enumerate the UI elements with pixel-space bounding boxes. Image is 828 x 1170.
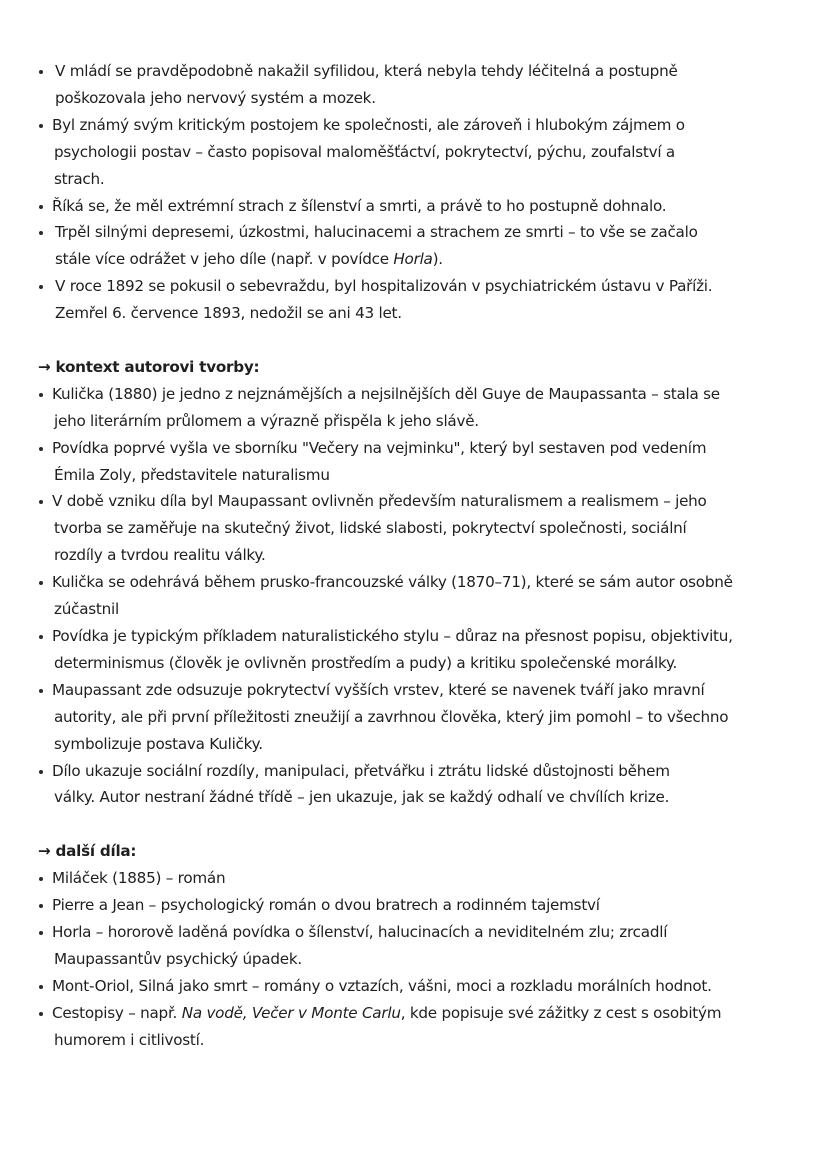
spacer	[38, 811, 798, 838]
item-line: Kulička (1880) je jedno z nejznámějších a nejsilnějších děl Guye de Maupassanta – stala se	[52, 384, 720, 403]
list-item	[38, 758, 798, 812]
text-run: , kde popisuje své zážitky z cest s osobitým	[400, 1003, 722, 1022]
item-line: Miláček (1885) – román	[52, 869, 226, 888]
item-line: rozdíly a tvrdou realitu války.	[54, 546, 266, 565]
item-line: války. Autor nestraní žádné třídě – jen ukazuje, jak se každý odhalí ve chvílích krize.	[54, 788, 670, 807]
list-item	[38, 193, 798, 220]
item-line	[55, 246, 798, 273]
work-titles: Na vodě, Večer v Monte Carlu	[181, 1003, 401, 1022]
list-item	[38, 488, 798, 569]
work-title: Horla	[393, 250, 433, 269]
list-item	[38, 569, 798, 623]
list-item	[38, 112, 798, 193]
item-line: Émila Zoly, představitele naturalismu	[54, 465, 330, 484]
item-line: strach.	[54, 169, 105, 188]
text-run: stále více odrážet v jeho díle (např. v povídce	[55, 250, 394, 269]
list-item	[38, 623, 798, 677]
section-heading-context: → kontext autorovi tvorby:	[38, 357, 260, 376]
list-item	[38, 58, 798, 112]
item-line: Povídka je typickým příkladem naturalistického stylu – důraz na přesnost popisu, objektivitu,	[52, 627, 733, 646]
item-line: Zemřel 6. července 1893, nedožil se ani 43 let.	[55, 304, 402, 323]
biography-list	[38, 58, 798, 327]
item-line: V mládí se pravděpodobně nakažil syfilidou, která nebyla tehdy léčitelná a postupně	[55, 62, 678, 80]
item-line: Trpěl silnými depresemi, úzkostmi, halucinacemi a strachem ze smrti – to vše se začalo	[55, 223, 698, 242]
item-line: Horla – hororově laděná povídka o šílenství, halucinacích a neviditelném zlu; zrcadlí	[52, 922, 668, 941]
item-line: Maupassantův psychický úpadek.	[54, 949, 302, 968]
list-item	[38, 919, 798, 973]
context-list	[38, 381, 798, 812]
item-line: Maupassant zde odsuzuje pokrytectví vyšších vrstev, které se navenek tváří jako mravní	[52, 680, 705, 699]
text-run: Cestopisy – např.	[52, 1003, 182, 1022]
item-line: Říká se, že měl extrémní strach z šílenství a smrti, a právě to ho postupně dohnalo.	[52, 196, 667, 215]
item-line: determinismus (člověk je ovlivněn prostředím a pudy) a kritiku společenské morálky.	[54, 653, 678, 672]
spacer	[38, 327, 798, 354]
section-heading-other-works: → další díla:	[38, 842, 137, 861]
list-item	[38, 865, 798, 892]
item-line: Dílo ukazuje sociální rozdíly, manipulaci, přetvářku i ztrátu lidské důstojnosti během	[52, 761, 670, 780]
other-works-list	[38, 865, 798, 1053]
list-item	[38, 381, 798, 435]
item-line: zúčastnil	[54, 600, 119, 619]
item-line: poškozovala jeho nervový systém a mozek.	[55, 88, 376, 107]
item-line: autority, ale při první příležitosti zneužijí a zavrhnou člověka, který jim pomohl – to všechno	[54, 707, 729, 726]
item-line: tvorba se zaměřuje na skutečný život, lidské slabosti, pokrytectví společnosti, sociální	[54, 519, 687, 538]
list-item	[38, 435, 798, 489]
list-item	[38, 892, 798, 919]
item-line: Mont-Oriol, Silná jako smrt – romány o vztazích, vášni, moci a rozkladu morálních hodnot.	[52, 976, 712, 995]
list-item	[38, 1000, 798, 1054]
item-line: Pierre a Jean – psychologický román o dvou bratrech a rodinném tajemství	[52, 896, 600, 915]
list-item	[38, 677, 798, 758]
list-item	[38, 219, 798, 273]
text-run: ).	[432, 250, 443, 269]
item-line: V době vzniku díla byl Maupassant ovlivněn především naturalismem a realismem – jeho	[52, 492, 707, 511]
list-item	[38, 273, 798, 327]
item-line: psychologii postav – často popisoval maloměšťáctví, pokrytectví, pýchu, zoufalství a	[54, 142, 675, 161]
item-line: symbolizuje postava Kuličky.	[54, 734, 263, 753]
item-line: jeho literárním průlomem a výrazně přispěla k jeho slávě.	[54, 411, 479, 430]
item-line: Byl známý svým kritickým postojem ke společnosti, ale zároveň i hlubokým zájmem o	[52, 115, 685, 134]
item-line: V roce 1892 se pokusil o sebevraždu, byl hospitalizován v psychiatrickém ústavu v Paříži.	[55, 277, 713, 296]
list-item	[38, 973, 798, 1000]
document-page	[38, 58, 798, 1054]
item-line	[52, 1000, 798, 1027]
item-line: humorem i citlivostí.	[54, 1030, 205, 1049]
item-line: Kulička se odehrává během prusko-francouzské války (1870–71), které se sám autor osobně	[52, 573, 733, 592]
item-line: Povídka poprvé vyšla ve sborníku "Večery na vejminku", který byl sestaven pod vedením	[52, 438, 707, 457]
